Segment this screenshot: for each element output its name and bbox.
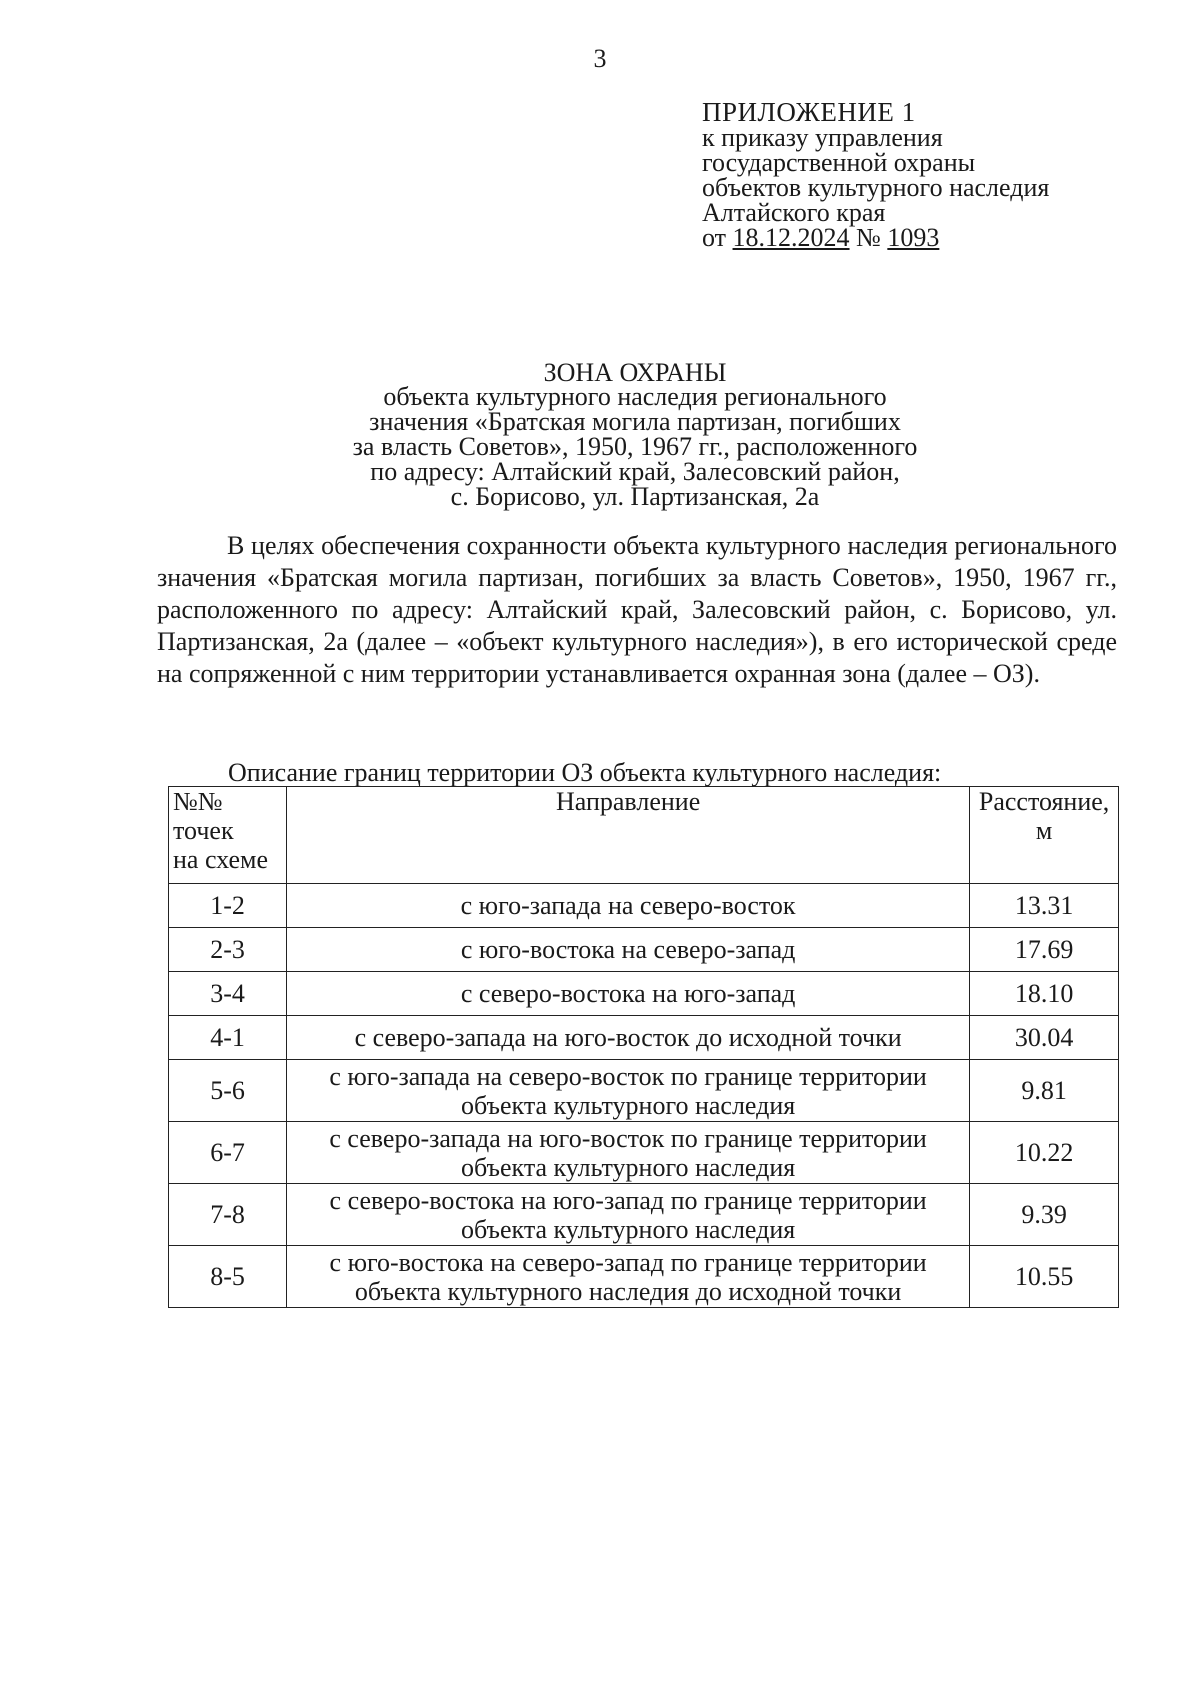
table-row <box>169 972 1119 1016</box>
header-distance-line: Расстояние, <box>978 787 1110 816</box>
direction-line: с северо-запада на юго-восток по границе территории <box>329 1123 927 1153</box>
cell-direction <box>287 884 970 928</box>
appendix-line: Алтайского края <box>702 198 886 227</box>
cell-points: 1-2 <box>169 884 287 928</box>
direction-line: с северо-востока на юго-запад по границе территории <box>329 1185 927 1215</box>
cell-direction <box>287 1122 970 1184</box>
appendix-block <box>702 97 1050 252</box>
cell-distance: 10.55 <box>970 1246 1119 1308</box>
cell-points: 3-4 <box>169 972 287 1016</box>
header-points-line: на схеме <box>173 845 269 874</box>
table-header-row <box>169 787 1119 884</box>
table-row <box>169 884 1119 928</box>
cell-direction <box>287 972 970 1016</box>
header-distance-line: м <box>1035 816 1053 845</box>
cell-points: 2-3 <box>169 928 287 972</box>
cell-distance: 9.39 <box>970 1184 1119 1246</box>
direction-line: с юго-запада на северо-восток по границе территории <box>329 1061 927 1091</box>
number-prefix: № <box>856 223 881 252</box>
cell-distance: 13.31 <box>970 884 1119 928</box>
cell-distance: 30.04 <box>970 1016 1119 1060</box>
table-row <box>169 1246 1119 1308</box>
subtitle-line: значения «Братская могила партизан, погибших <box>369 407 901 436</box>
direction-line: с северо-запада на юго-восток до исходной точки <box>354 1023 902 1052</box>
table-row <box>169 1122 1119 1184</box>
table-caption: Описание границ территории ОЗ объекта культурного наследия: <box>228 758 942 787</box>
header-points-line: №№ <box>173 787 223 816</box>
cell-direction <box>287 1016 970 1060</box>
cell-direction <box>287 928 970 972</box>
date-prefix: от <box>702 223 727 252</box>
cell-distance: 9.81 <box>970 1060 1119 1122</box>
direction-line: объекта культурного наследия <box>460 1214 796 1244</box>
direction-line: объекта культурного наследия <box>460 1090 796 1120</box>
cell-direction <box>287 1246 970 1308</box>
cell-points: 4-1 <box>169 1016 287 1060</box>
boundary-table <box>168 786 1119 1308</box>
appendix-line: объектов культурного наследия <box>702 173 1050 202</box>
cell-points: 8-5 <box>169 1246 287 1308</box>
cell-distance: 10.22 <box>970 1122 1119 1184</box>
cell-distance: 17.69 <box>970 928 1119 972</box>
header-direction: Направление <box>287 787 970 884</box>
appendix-heading: ПРИЛОЖЕНИЕ 1 <box>702 97 916 127</box>
cell-points: 7-8 <box>169 1184 287 1246</box>
cell-direction <box>287 1184 970 1246</box>
document-subtitle <box>0 384 1200 509</box>
intro-paragraph: В целях обеспечения сохранности объекта культурного наследия регионального значения «Братская могила партизан, погибших за власть Советов», 1950, 1967 гг., расположенного по адресу: Алтайский край, Залесовский район, с. Борисово, ул. Партизанская, 2а (далее – «объект культурного наследия»), в его исторической среде на сопряженной с ним территории устанавливается охранная зона (далее – ОЗ). <box>157 531 1117 688</box>
order-date: 18.12.2024 <box>732 223 850 252</box>
direction-line: с юго-запада на северо-восток <box>460 891 796 920</box>
direction-line: объекта культурного наследия <box>460 1152 796 1182</box>
header-distance <box>970 787 1119 884</box>
direction-line: с юго-востока на северо-запад <box>460 935 796 964</box>
subtitle-line: с. Борисово, ул. Партизанская, 2а <box>450 482 820 511</box>
order-date-line <box>702 225 1049 250</box>
cell-direction <box>287 1060 970 1122</box>
cell-distance: 18.10 <box>970 972 1119 1016</box>
direction-line: с юго-востока на северо-запад по границе территории <box>329 1247 927 1277</box>
table-row <box>169 1184 1119 1246</box>
appendix-line: государственной охраны <box>702 148 976 177</box>
appendix-line: к приказу управления <box>702 123 943 152</box>
order-number: 1093 <box>887 223 940 252</box>
direction-line: с северо-востока на юго-запад <box>460 979 796 1008</box>
header-points <box>169 787 287 884</box>
table-row <box>169 1060 1119 1122</box>
cell-points: 6-7 <box>169 1122 287 1184</box>
table-row <box>169 1016 1119 1060</box>
subtitle-line: за власть Советов», 1950, 1967 гг., расположенного <box>352 432 918 461</box>
table-row <box>169 928 1119 972</box>
page-number: 3 <box>593 44 607 73</box>
header-points-line: точек <box>173 816 234 845</box>
subtitle-line: объекта культурного наследия регионального <box>383 382 887 411</box>
document-title: ЗОНА ОХРАНЫ <box>543 358 727 387</box>
cell-points: 5-6 <box>169 1060 287 1122</box>
direction-line: объекта культурного наследия до исходной точки <box>354 1276 902 1306</box>
subtitle-line: по адресу: Алтайский край, Залесовский район, <box>370 457 900 486</box>
